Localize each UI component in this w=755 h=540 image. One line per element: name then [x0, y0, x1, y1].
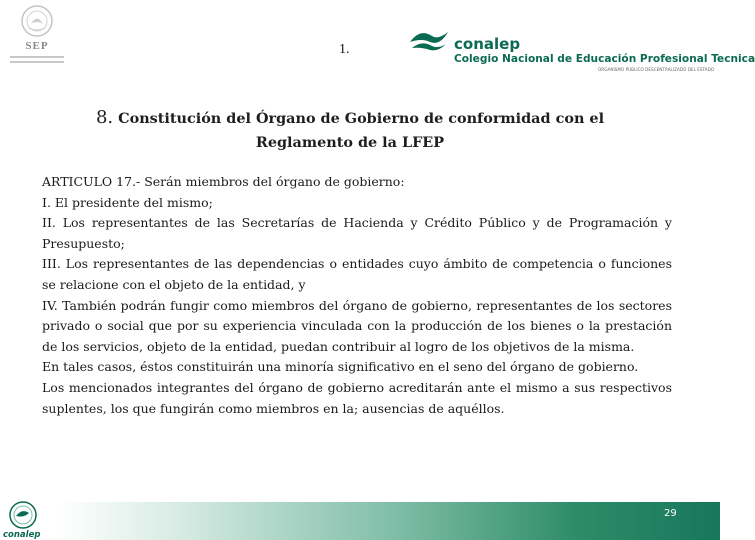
conalep-tagline: ORGANISMO PÚBLICO DESCENTRALIZADO DEL ESTADO [598, 67, 715, 72]
sep-subtitle-lines [10, 56, 64, 66]
item-iii: III. Los representantes de las dependencias o entidades cuyo ámbito de competencia o funciones se relacione con el objeto de la entidad, y [42, 256, 672, 292]
item-iv: IV. También podrán fungir como miembros del órgano de gobierno, representantes de los sectores privado o social que por su experiencia vinculada con la producción de los bienes o la prestación de los servicios, objeto de la entidad, puedan contribuir al logro de los objetivos de la misma. [42, 297, 672, 354]
title-number: 8. [95, 107, 114, 128]
footer-bar [0, 502, 720, 540]
conalep-brand-name: conalep [454, 35, 521, 53]
conalep-full-name: Colegio Nacional de Educación Profesional Tecnica [454, 53, 755, 65]
footer-logo-text: conalep [3, 530, 41, 540]
article-body [42, 172, 672, 419]
article-heading: ARTICULO 17.- Serán miembros del órgano de gobierno: [42, 174, 405, 189]
slide-title [48, 106, 652, 155]
item-ii: II. Los representantes de las Secretarías de Hacienda y Crédito Público y de Programación y Presupuesto; [42, 215, 672, 251]
slide-marker: 1. [339, 42, 350, 57]
conalep-header-logo [408, 26, 755, 76]
sep-logo [6, 4, 68, 74]
mexican-coat-of-arms-icon [20, 4, 54, 38]
title-line-1: Constitución del Órgano de Gobierno de conformidad con el [118, 110, 605, 127]
substitutes-paragraph: Los mencionados integrantes del órgano de gobierno acreditarán ante el mismo a sus respectivos suplentes, los que fungirán como miembros en la; ausencias de aquéllos. [42, 379, 672, 416]
item-i: I. El presidente del mismo; [42, 194, 213, 210]
page-number: 29 [664, 508, 677, 519]
title-line-2: Reglamento de la LFEP [255, 134, 445, 151]
minority-paragraph: En tales casos, éstos constituirán una minoría significativo en el seno del órgano de gobierno. [42, 359, 639, 375]
sep-text: SEP [25, 40, 49, 52]
conalep-swoosh-icon [408, 26, 450, 52]
